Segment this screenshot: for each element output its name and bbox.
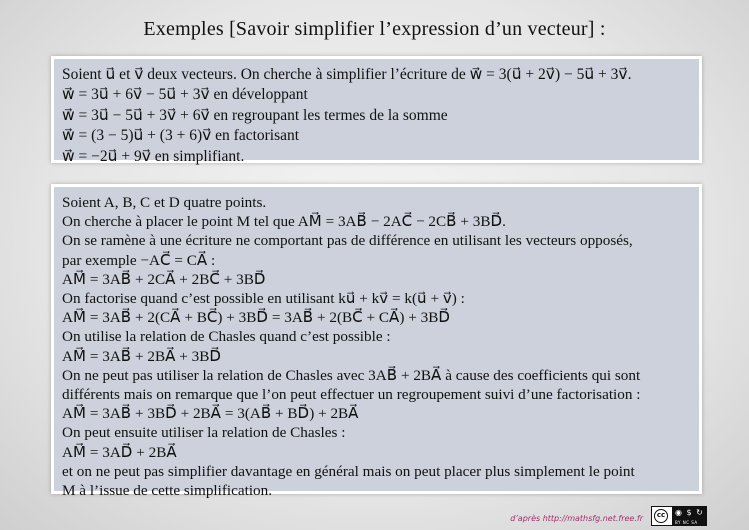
example-line: On peut ensuite utiliser la relation de Chasles : bbox=[62, 424, 346, 442]
example-line: différents mais on remarque que l’on peut effectuer un regroupement suivi d’une factorisation : bbox=[62, 386, 641, 404]
cc-circle: cc bbox=[654, 509, 668, 523]
license-symbols-icon: ◉ $ ↻ bbox=[675, 508, 704, 517]
credit-link[interactable]: d’après http://mathsfg.net.free.fr bbox=[510, 514, 643, 523]
example-line: Soient u⃗ et v⃗ deux vecteurs. On cherche à simplifier l’écriture de w⃗ = 3(u⃗ + 2v⃗) − 5u⃗ + 3v⃗. bbox=[62, 66, 632, 83]
example-line: w⃗ = −2u⃗ + 9v⃗ en simplifiant. bbox=[62, 147, 245, 165]
license-terms-icon bbox=[673, 507, 706, 525]
example-line: AM⃗ = 3AB⃗ + 2CA⃗ + 2BC⃗ + 3BD⃗ bbox=[62, 270, 266, 288]
example-line: On cherche à placer le point M tel que AM⃗ = 3AB⃗ − 2AC⃗ − 2CB⃗ + 3BD⃗. bbox=[62, 213, 506, 231]
cc-by-nc-sa-badge-icon[interactable] bbox=[651, 506, 707, 526]
example-line: On utilise la relation de Chasles quand c’est possible : bbox=[62, 328, 391, 346]
example-line: w⃗ = 3u⃗ + 6v⃗ − 5u⃗ + 3v⃗ en développant bbox=[62, 86, 308, 104]
cc-logo-icon bbox=[652, 507, 673, 525]
page-title: Exemples [Savoir simplifier l’expression d’un vecteur] : bbox=[143, 18, 606, 40]
example-line: M à l’issue de cette simplification. bbox=[62, 482, 273, 500]
example-line: AM⃗ = 3AB⃗ + 3BD⃗ + 2BA⃗ = 3(AB⃗ + BD⃗) + 2BA⃗ bbox=[62, 405, 359, 423]
example-line: On se ramène à une écriture ne comportant pas de différence en utilisant les vecteurs opposés, bbox=[62, 232, 633, 250]
example-points-box bbox=[51, 184, 702, 500]
example-line: w⃗ = (3 − 5)u⃗ + (3 + 6)v⃗ en factorisant bbox=[62, 127, 300, 145]
example-line: On factorise quand c’est possible en utilisant ku⃗ + kv⃗ = k(u⃗ + v⃗) : bbox=[62, 290, 465, 308]
example-vectors-box bbox=[51, 56, 702, 163]
example-line: w⃗ = 3u⃗ − 5u⃗ + 3v⃗ + 6v⃗ en regroupant les termes de la somme bbox=[62, 106, 448, 124]
license-tags: BY NC SA bbox=[675, 520, 698, 525]
example-line: par exemple −AC⃗ = CA⃗ : bbox=[62, 251, 216, 269]
example-line: AM⃗ = 3AB⃗ + 2(CA⃗ + BC⃗) + 3BD⃗ = 3AB⃗ + 2(BC⃗ + CA⃗) + 3BD⃗ bbox=[62, 309, 451, 327]
example-line: On ne peut pas utiliser la relation de Chasles avec 3AB⃗ + 2BA⃗ à cause des coefficients qui sont bbox=[62, 366, 641, 384]
example-line: Soient A, B, C et D quatre points. bbox=[62, 194, 267, 211]
example-line: AM⃗ = 3AD⃗ + 2BA⃗ bbox=[62, 443, 177, 461]
example-line: AM⃗ = 3AB⃗ + 2BA⃗ + 3BD⃗ bbox=[62, 347, 222, 365]
example-line: et on ne peut pas simplifier davantage en général mais on peut placer plus simplement le point bbox=[62, 462, 635, 480]
